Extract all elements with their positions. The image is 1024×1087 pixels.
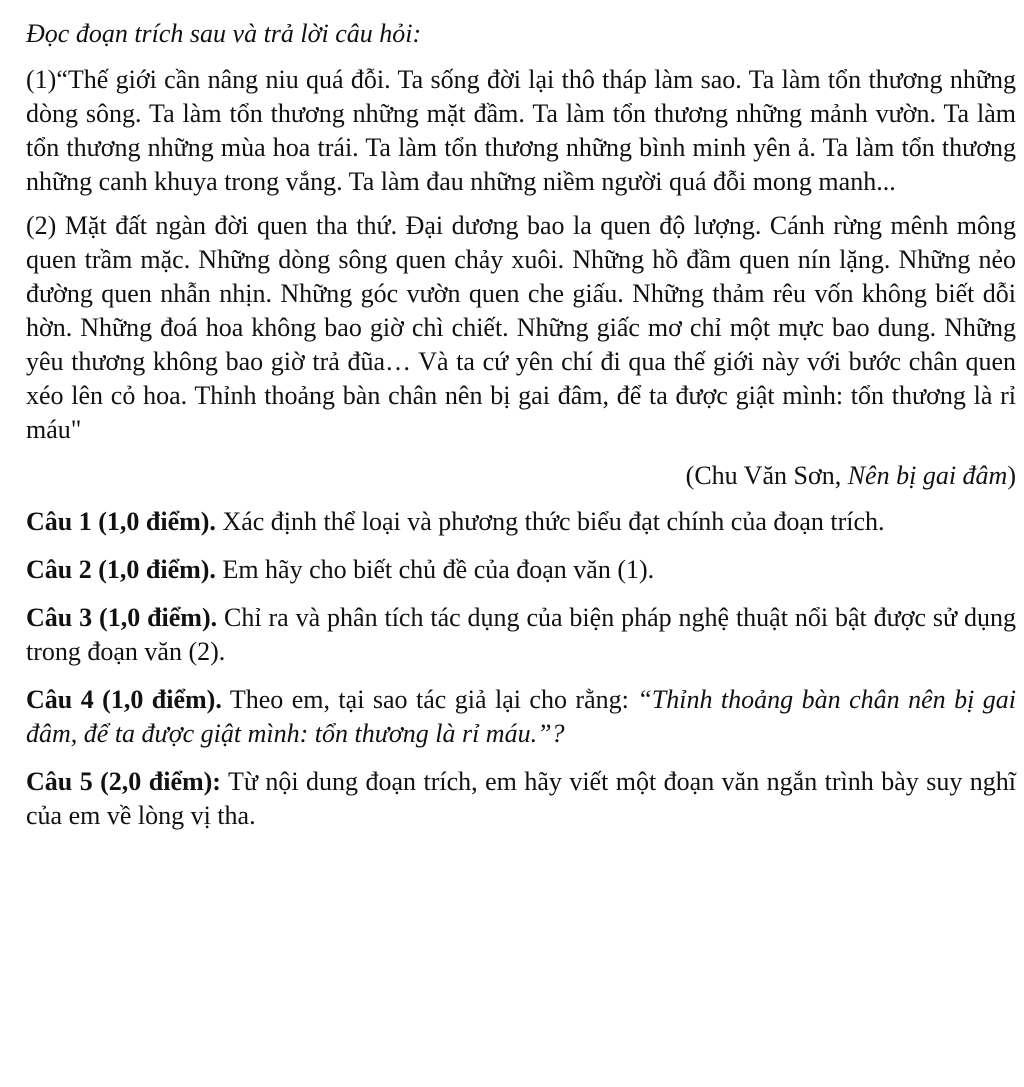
- question-label: Câu 1 (1,0 điểm).: [26, 507, 216, 536]
- question-quote: “Thỉnh thoảng bàn chân nên bị gai đâm, để ta được giật mình: tổn thương là rỉ máu.”?: [26, 685, 1016, 748]
- question-3: [26, 601, 1016, 669]
- source-work-title: Nên bị gai đâm: [847, 461, 1008, 490]
- question-4: [26, 683, 1016, 751]
- question-text: Xác định thể loại và phương thức biểu đạt chính của đoạn trích.: [215, 507, 885, 536]
- source-citation: [26, 459, 1016, 493]
- source-author: (Chu Văn Sơn,: [685, 461, 848, 490]
- question-text: Theo em, tại sao tác giả lại cho rằng:: [221, 685, 638, 714]
- question-1: [26, 505, 1016, 539]
- question-5: [26, 765, 1016, 833]
- question-text: Em hãy cho biết chủ đề của đoạn văn (1).: [215, 555, 655, 584]
- passage-paragraph-2: (2) Mặt đất ngàn đời quen tha thứ. Đại dương bao la quen độ lượng. Cánh rừng mênh mông quen trầm mặc. Những dòng sông quen chảy xuôi. Những hồ đầm quen nín lặng. Những nẻo đường quen nhẫn nhịn. Những góc vườn quen che giấu. Những thảm rêu vốn không biết dỗi hờn. Những đoá hoa không bao giờ chì chiết. Những giấc mơ chỉ một mực bao dung. Những yêu thương không bao giờ trả đũa… Và ta cứ yên chí đi qua thế giới này với bước chân quen xéo lên cỏ hoa. Thỉnh thoảng bàn chân nên bị gai đâm, để ta được giật mình: tổn thương là rỉ máu": [26, 211, 1016, 444]
- question-label: Câu 3 (1,0 điểm).: [26, 603, 218, 632]
- question-label: Câu 2 (1,0 điểm).: [26, 555, 216, 584]
- question-2: [26, 553, 1016, 587]
- source-close: ): [1007, 461, 1016, 490]
- instruction-heading: Đọc đoạn trích sau và trả lời câu hỏi:: [26, 19, 422, 48]
- question-text: Chỉ ra và phân tích tác dụng của biện pháp nghệ thuật nổi bật được sử dụng trong đoạn văn (2).: [26, 603, 1017, 666]
- passage-paragraph-1: (1)“Thế giới cần nâng niu quá đỗi. Ta sống đời lại thô tháp làm sao. Ta làm tổn thương những dòng sông. Ta làm tổn thương những mặt đầm. Ta làm tổn thương những mảnh vườn. Ta làm tổn thương những mùa hoa trái. Ta làm tổn thương những bình minh yên ả. Ta làm tổn thương những canh khuya trong vắng. Ta làm đau những niềm người quá đỗi mong manh...: [26, 65, 1016, 196]
- question-text: Từ nội dung đoạn trích, em hãy viết một đoạn văn ngắn trình bày suy nghĩ của em về lòng vị tha.: [26, 767, 1017, 830]
- question-label: Câu 5 (2,0 điểm):: [26, 767, 221, 796]
- question-label: Câu 4 (1,0 điểm).: [26, 685, 222, 714]
